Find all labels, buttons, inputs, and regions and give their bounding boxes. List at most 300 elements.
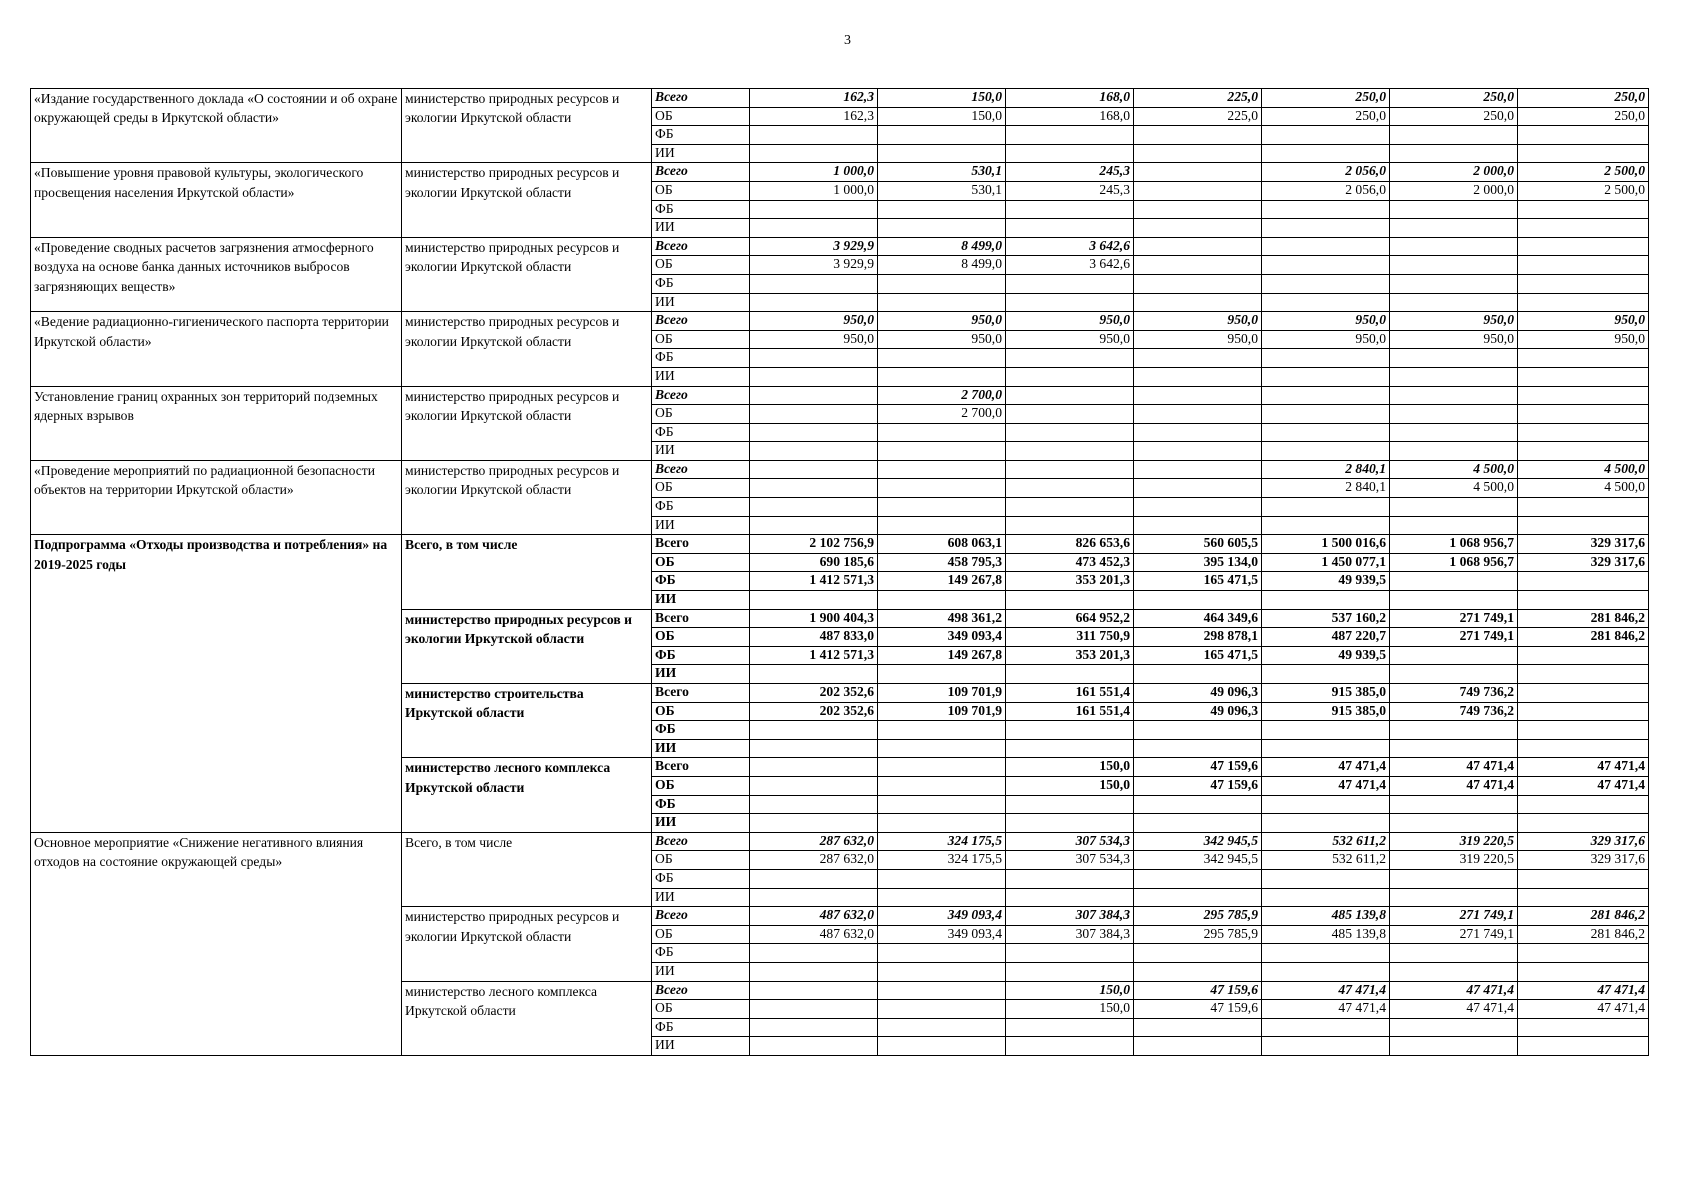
amount-cell: 950,0: [878, 312, 1006, 331]
funding-type: ИИ: [652, 293, 750, 312]
amount-cell: 168,0: [1006, 107, 1134, 126]
amount-cell: [1390, 349, 1518, 368]
funding-type: ИИ: [652, 665, 750, 684]
amount-cell: [1262, 219, 1390, 238]
responsible-executor: Всего, в том числе: [402, 832, 652, 906]
amount-cell: [1134, 962, 1262, 981]
amount-cell: [1262, 888, 1390, 907]
amount-cell: 47 159,6: [1134, 776, 1262, 795]
amount-cell: [750, 498, 878, 517]
amount-cell: [1134, 442, 1262, 461]
amount-cell: [878, 869, 1006, 888]
amount-cell: 8 499,0: [878, 256, 1006, 275]
amount-cell: 530,1: [878, 163, 1006, 182]
amount-cell: 532 611,2: [1262, 851, 1390, 870]
amount-cell: [1006, 200, 1134, 219]
amount-cell: [1518, 423, 1649, 442]
amount-cell: [878, 962, 1006, 981]
amount-cell: [750, 479, 878, 498]
amount-cell: [1134, 739, 1262, 758]
amount-cell: 349 093,4: [878, 628, 1006, 647]
funding-type: ИИ: [652, 888, 750, 907]
responsible-executor: министерство лесного комплекса Иркутской области: [402, 758, 652, 832]
amount-cell: 47 471,4: [1262, 776, 1390, 795]
amount-cell: [1134, 126, 1262, 145]
funding-type: Всего: [652, 535, 750, 554]
amount-cell: 287 632,0: [750, 832, 878, 851]
funding-type: ОБ: [652, 256, 750, 275]
amount-cell: 473 452,3: [1006, 553, 1134, 572]
amount-cell: 2 500,0: [1518, 163, 1649, 182]
amount-cell: [1390, 442, 1518, 461]
amount-cell: 329 317,6: [1518, 535, 1649, 554]
amount-cell: [878, 981, 1006, 1000]
responsible-executor: министерство лесного комплекса Иркутской области: [402, 981, 652, 1055]
amount-cell: 49 939,5: [1262, 572, 1390, 591]
amount-cell: [1134, 200, 1262, 219]
amount-cell: [1134, 721, 1262, 740]
amount-cell: [1390, 646, 1518, 665]
amount-cell: [1006, 795, 1134, 814]
amount-cell: [750, 293, 878, 312]
amount-cell: [1518, 944, 1649, 963]
funding-type: Всего: [652, 386, 750, 405]
amount-cell: [750, 814, 878, 833]
amount-cell: [1134, 163, 1262, 182]
funding-type: ФБ: [652, 944, 750, 963]
amount-cell: [1390, 386, 1518, 405]
amount-cell: [1518, 869, 1649, 888]
amount-cell: 950,0: [1518, 312, 1649, 331]
amount-cell: [1262, 200, 1390, 219]
amount-cell: 295 785,9: [1134, 925, 1262, 944]
amount-cell: 295 785,9: [1134, 907, 1262, 926]
amount-cell: [878, 776, 1006, 795]
amount-cell: 47 471,4: [1390, 758, 1518, 777]
amount-cell: [750, 460, 878, 479]
amount-cell: [1262, 423, 1390, 442]
amount-cell: 915 385,0: [1262, 684, 1390, 703]
amount-cell: [1134, 144, 1262, 163]
funding-type: ИИ: [652, 219, 750, 238]
amount-cell: 281 846,2: [1518, 907, 1649, 926]
amount-cell: 353 201,3: [1006, 646, 1134, 665]
amount-cell: [1262, 367, 1390, 386]
amount-cell: [1518, 405, 1649, 424]
amount-cell: 250,0: [1262, 89, 1390, 108]
amount-cell: [878, 293, 1006, 312]
amount-cell: [1518, 739, 1649, 758]
amount-cell: 271 749,1: [1390, 907, 1518, 926]
amount-cell: [1390, 144, 1518, 163]
amount-cell: [1390, 405, 1518, 424]
funding-type: ИИ: [652, 591, 750, 610]
amount-cell: 560 605,5: [1134, 535, 1262, 554]
amount-cell: 464 349,6: [1134, 609, 1262, 628]
amount-cell: 950,0: [1134, 330, 1262, 349]
funding-type: Всего: [652, 609, 750, 628]
amount-cell: [1262, 962, 1390, 981]
funding-type: ФБ: [652, 646, 750, 665]
amount-cell: 950,0: [1262, 330, 1390, 349]
amount-cell: 950,0: [1390, 330, 1518, 349]
amount-cell: 826 653,6: [1006, 535, 1134, 554]
amount-cell: [1262, 591, 1390, 610]
responsible-executor: министерство природных ресурсов и экологии Иркутской области: [402, 163, 652, 237]
amount-cell: 950,0: [1006, 312, 1134, 331]
event-name: «Проведение мероприятий по радиационной безопасности объектов на территории Иркутской области»: [31, 460, 402, 534]
amount-cell: 150,0: [878, 89, 1006, 108]
funding-type: ОБ: [652, 851, 750, 870]
table-row: [31, 237, 1649, 256]
amount-cell: [1518, 256, 1649, 275]
amount-cell: 47 471,4: [1390, 1000, 1518, 1019]
amount-cell: 3 642,6: [1006, 256, 1134, 275]
amount-cell: 165 471,5: [1134, 572, 1262, 591]
funding-type: ФБ: [652, 200, 750, 219]
amount-cell: [1134, 1037, 1262, 1056]
amount-cell: [1518, 144, 1649, 163]
table-row: [31, 460, 1649, 479]
amount-cell: [750, 219, 878, 238]
amount-cell: [1390, 814, 1518, 833]
funding-type: ОБ: [652, 330, 750, 349]
amount-cell: [1006, 516, 1134, 535]
amount-cell: [1262, 293, 1390, 312]
amount-cell: [1390, 795, 1518, 814]
amount-cell: 161 551,4: [1006, 702, 1134, 721]
amount-cell: [1262, 405, 1390, 424]
amount-cell: [1262, 386, 1390, 405]
amount-cell: [1134, 516, 1262, 535]
amount-cell: 161 551,4: [1006, 684, 1134, 703]
amount-cell: 329 317,6: [1518, 553, 1649, 572]
amount-cell: 2 840,1: [1262, 460, 1390, 479]
amount-cell: [750, 200, 878, 219]
amount-cell: 349 093,4: [878, 925, 1006, 944]
funding-type: ОБ: [652, 479, 750, 498]
amount-cell: 250,0: [1518, 107, 1649, 126]
amount-cell: [1006, 721, 1134, 740]
amount-cell: [1518, 888, 1649, 907]
amount-cell: [878, 367, 1006, 386]
amount-cell: [750, 944, 878, 963]
amount-cell: [1390, 572, 1518, 591]
amount-cell: 2 840,1: [1262, 479, 1390, 498]
funding-type: ОБ: [652, 628, 750, 647]
amount-cell: 245,3: [1006, 181, 1134, 200]
funding-type: ОБ: [652, 405, 750, 424]
amount-cell: [1390, 888, 1518, 907]
amount-cell: [1518, 702, 1649, 721]
amount-cell: [1134, 460, 1262, 479]
amount-cell: [1390, 516, 1518, 535]
amount-cell: [750, 274, 878, 293]
amount-cell: 298 878,1: [1134, 628, 1262, 647]
amount-cell: 225,0: [1134, 89, 1262, 108]
event-name: Основное мероприятие «Снижение негативного влияния отходов на состояние окружающей среды»: [31, 832, 402, 1055]
amount-cell: [878, 721, 1006, 740]
funding-type: ИИ: [652, 1037, 750, 1056]
amount-cell: [1006, 944, 1134, 963]
amount-cell: 250,0: [1390, 89, 1518, 108]
amount-cell: 307 534,3: [1006, 832, 1134, 851]
amount-cell: [750, 423, 878, 442]
amount-cell: 250,0: [1518, 89, 1649, 108]
amount-cell: [1518, 367, 1649, 386]
table-row: [31, 163, 1649, 182]
amount-cell: 1 450 077,1: [1262, 553, 1390, 572]
amount-cell: 47 471,4: [1390, 981, 1518, 1000]
amount-cell: 47 471,4: [1518, 981, 1649, 1000]
amount-cell: [1262, 516, 1390, 535]
amount-cell: 311 750,9: [1006, 628, 1134, 647]
amount-cell: [750, 776, 878, 795]
amount-cell: [1518, 274, 1649, 293]
amount-cell: 950,0: [878, 330, 1006, 349]
amount-cell: 250,0: [1262, 107, 1390, 126]
amount-cell: 664 952,2: [1006, 609, 1134, 628]
amount-cell: 487 632,0: [750, 925, 878, 944]
amount-cell: 202 352,6: [750, 702, 878, 721]
funding-type: ФБ: [652, 349, 750, 368]
amount-cell: [878, 126, 1006, 145]
funding-type: ИИ: [652, 442, 750, 461]
event-name: «Повышение уровня правовой культуры, экологического просвещения населения Иркутской области»: [31, 163, 402, 237]
amount-cell: [1134, 591, 1262, 610]
amount-cell: [1390, 423, 1518, 442]
amount-cell: [750, 367, 878, 386]
amount-cell: [1006, 219, 1134, 238]
amount-cell: 47 471,4: [1518, 1000, 1649, 1019]
amount-cell: 307 534,3: [1006, 851, 1134, 870]
amount-cell: 950,0: [1518, 330, 1649, 349]
amount-cell: 3 929,9: [750, 256, 878, 275]
amount-cell: [1006, 274, 1134, 293]
amount-cell: 1 900 404,3: [750, 609, 878, 628]
amount-cell: [1518, 665, 1649, 684]
amount-cell: [1262, 126, 1390, 145]
amount-cell: 950,0: [750, 330, 878, 349]
amount-cell: 250,0: [1390, 107, 1518, 126]
amount-cell: [1134, 386, 1262, 405]
amount-cell: 324 175,5: [878, 832, 1006, 851]
amount-cell: 1 000,0: [750, 181, 878, 200]
amount-cell: [1134, 869, 1262, 888]
amount-cell: [1390, 869, 1518, 888]
funding-type: ФБ: [652, 795, 750, 814]
amount-cell: [1006, 405, 1134, 424]
amount-cell: 2 700,0: [878, 405, 1006, 424]
amount-cell: 608 063,1: [878, 535, 1006, 554]
funding-type: Всего: [652, 312, 750, 331]
amount-cell: [1134, 349, 1262, 368]
funding-type: Всего: [652, 758, 750, 777]
amount-cell: [1390, 665, 1518, 684]
table-row: [31, 89, 1649, 108]
amount-cell: 150,0: [1006, 981, 1134, 1000]
table-row: [31, 312, 1649, 331]
amount-cell: [878, 795, 1006, 814]
amount-cell: [750, 405, 878, 424]
responsible-executor: министерство природных ресурсов и экологии Иркутской области: [402, 386, 652, 460]
funding-type: ОБ: [652, 553, 750, 572]
amount-cell: [750, 126, 878, 145]
amount-cell: [1006, 423, 1134, 442]
amount-cell: [750, 795, 878, 814]
amount-cell: [1390, 237, 1518, 256]
amount-cell: [1390, 498, 1518, 517]
funding-type: ИИ: [652, 367, 750, 386]
amount-cell: [1390, 1018, 1518, 1037]
amount-cell: 165 471,5: [1134, 646, 1262, 665]
amount-cell: [750, 386, 878, 405]
amount-cell: [750, 591, 878, 610]
amount-cell: 150,0: [1006, 758, 1134, 777]
amount-cell: [878, 498, 1006, 517]
amount-cell: 324 175,5: [878, 851, 1006, 870]
amount-cell: [1518, 684, 1649, 703]
table-row: [31, 535, 1649, 554]
amount-cell: [878, 516, 1006, 535]
amount-cell: [1006, 442, 1134, 461]
amount-cell: [1390, 591, 1518, 610]
amount-cell: [1390, 274, 1518, 293]
amount-cell: [1134, 1018, 1262, 1037]
amount-cell: 149 267,8: [878, 572, 1006, 591]
funding-type: Всего: [652, 684, 750, 703]
amount-cell: 4 500,0: [1390, 460, 1518, 479]
amount-cell: [1518, 126, 1649, 145]
amount-cell: 950,0: [1390, 312, 1518, 331]
event-name: Подпрограмма «Отходы производства и потребления» на 2019-2025 годы: [31, 535, 402, 833]
amount-cell: [1262, 144, 1390, 163]
amount-cell: 487 833,0: [750, 628, 878, 647]
amount-cell: [750, 888, 878, 907]
amount-cell: [1006, 739, 1134, 758]
amount-cell: [1262, 739, 1390, 758]
funding-type: ОБ: [652, 1000, 750, 1019]
amount-cell: [878, 944, 1006, 963]
amount-cell: [1262, 1018, 1390, 1037]
amount-cell: [1262, 814, 1390, 833]
amount-cell: 485 139,8: [1262, 907, 1390, 926]
amount-cell: 47 471,4: [1262, 981, 1390, 1000]
amount-cell: 8 499,0: [878, 237, 1006, 256]
amount-cell: 395 134,0: [1134, 553, 1262, 572]
amount-cell: [1390, 739, 1518, 758]
event-name: «Издание государственного доклада «О состоянии и об охране окружающей среды в Иркутской области»: [31, 89, 402, 163]
responsible-executor: министерство природных ресурсов и экологии Иркутской области: [402, 609, 652, 683]
amount-cell: 47 471,4: [1518, 758, 1649, 777]
amount-cell: [1134, 405, 1262, 424]
amount-cell: [1134, 795, 1262, 814]
amount-cell: 2 056,0: [1262, 181, 1390, 200]
responsible-executor: Всего, в том числе: [402, 535, 652, 609]
amount-cell: [1390, 944, 1518, 963]
amount-cell: 202 352,6: [750, 684, 878, 703]
amount-cell: [878, 442, 1006, 461]
amount-cell: 485 139,8: [1262, 925, 1390, 944]
amount-cell: [878, 888, 1006, 907]
amount-cell: [1006, 1018, 1134, 1037]
amount-cell: 1 412 571,3: [750, 572, 878, 591]
amount-cell: [750, 1018, 878, 1037]
amount-cell: 2 500,0: [1518, 181, 1649, 200]
amount-cell: [1518, 200, 1649, 219]
amount-cell: 1 412 571,3: [750, 646, 878, 665]
amount-cell: [1006, 1037, 1134, 1056]
responsible-executor: министерство природных ресурсов и экологии Иркутской области: [402, 237, 652, 311]
funding-type: ФБ: [652, 423, 750, 442]
amount-cell: [1518, 721, 1649, 740]
amount-cell: 487 220,7: [1262, 628, 1390, 647]
amount-cell: [1006, 665, 1134, 684]
amount-cell: 109 701,9: [878, 702, 1006, 721]
amount-cell: [1262, 721, 1390, 740]
amount-cell: [1518, 1018, 1649, 1037]
amount-cell: [1518, 386, 1649, 405]
amount-cell: [1134, 944, 1262, 963]
amount-cell: 950,0: [1134, 312, 1262, 331]
amount-cell: 150,0: [1006, 1000, 1134, 1019]
amount-cell: 319 220,5: [1390, 851, 1518, 870]
amount-cell: [878, 349, 1006, 368]
amount-cell: [750, 665, 878, 684]
amount-cell: [878, 200, 1006, 219]
amount-cell: [1518, 219, 1649, 238]
amount-cell: 225,0: [1134, 107, 1262, 126]
amount-cell: 281 846,2: [1518, 925, 1649, 944]
amount-cell: [750, 981, 878, 1000]
amount-cell: [750, 869, 878, 888]
amount-cell: [1262, 795, 1390, 814]
amount-cell: [750, 721, 878, 740]
amount-cell: [1006, 814, 1134, 833]
amount-cell: 2 000,0: [1390, 181, 1518, 200]
amount-cell: [1518, 237, 1649, 256]
amount-cell: [1134, 423, 1262, 442]
amount-cell: [1518, 646, 1649, 665]
amount-cell: 329 317,6: [1518, 832, 1649, 851]
amount-cell: 2 000,0: [1390, 163, 1518, 182]
amount-cell: 532 611,2: [1262, 832, 1390, 851]
amount-cell: 2 056,0: [1262, 163, 1390, 182]
funding-type: ФБ: [652, 869, 750, 888]
table-row: [31, 832, 1649, 851]
amount-cell: 950,0: [1006, 330, 1134, 349]
amount-cell: 150,0: [1006, 776, 1134, 795]
responsible-executor: министерство природных ресурсов и экологии Иркутской области: [402, 907, 652, 981]
amount-cell: 281 846,2: [1518, 628, 1649, 647]
amount-cell: [1518, 498, 1649, 517]
amount-cell: 271 749,1: [1390, 609, 1518, 628]
amount-cell: [1518, 795, 1649, 814]
amount-cell: 281 846,2: [1518, 609, 1649, 628]
amount-cell: [1006, 126, 1134, 145]
funding-type: ОБ: [652, 925, 750, 944]
funding-type: ИИ: [652, 962, 750, 981]
amount-cell: 342 945,5: [1134, 832, 1262, 851]
amount-cell: [1262, 944, 1390, 963]
funding-type: ИИ: [652, 739, 750, 758]
amount-cell: 47 159,6: [1134, 981, 1262, 1000]
amount-cell: 1 068 956,7: [1390, 535, 1518, 554]
amount-cell: 162,3: [750, 89, 878, 108]
amount-cell: [878, 758, 1006, 777]
amount-cell: [1006, 888, 1134, 907]
amount-cell: [1006, 591, 1134, 610]
